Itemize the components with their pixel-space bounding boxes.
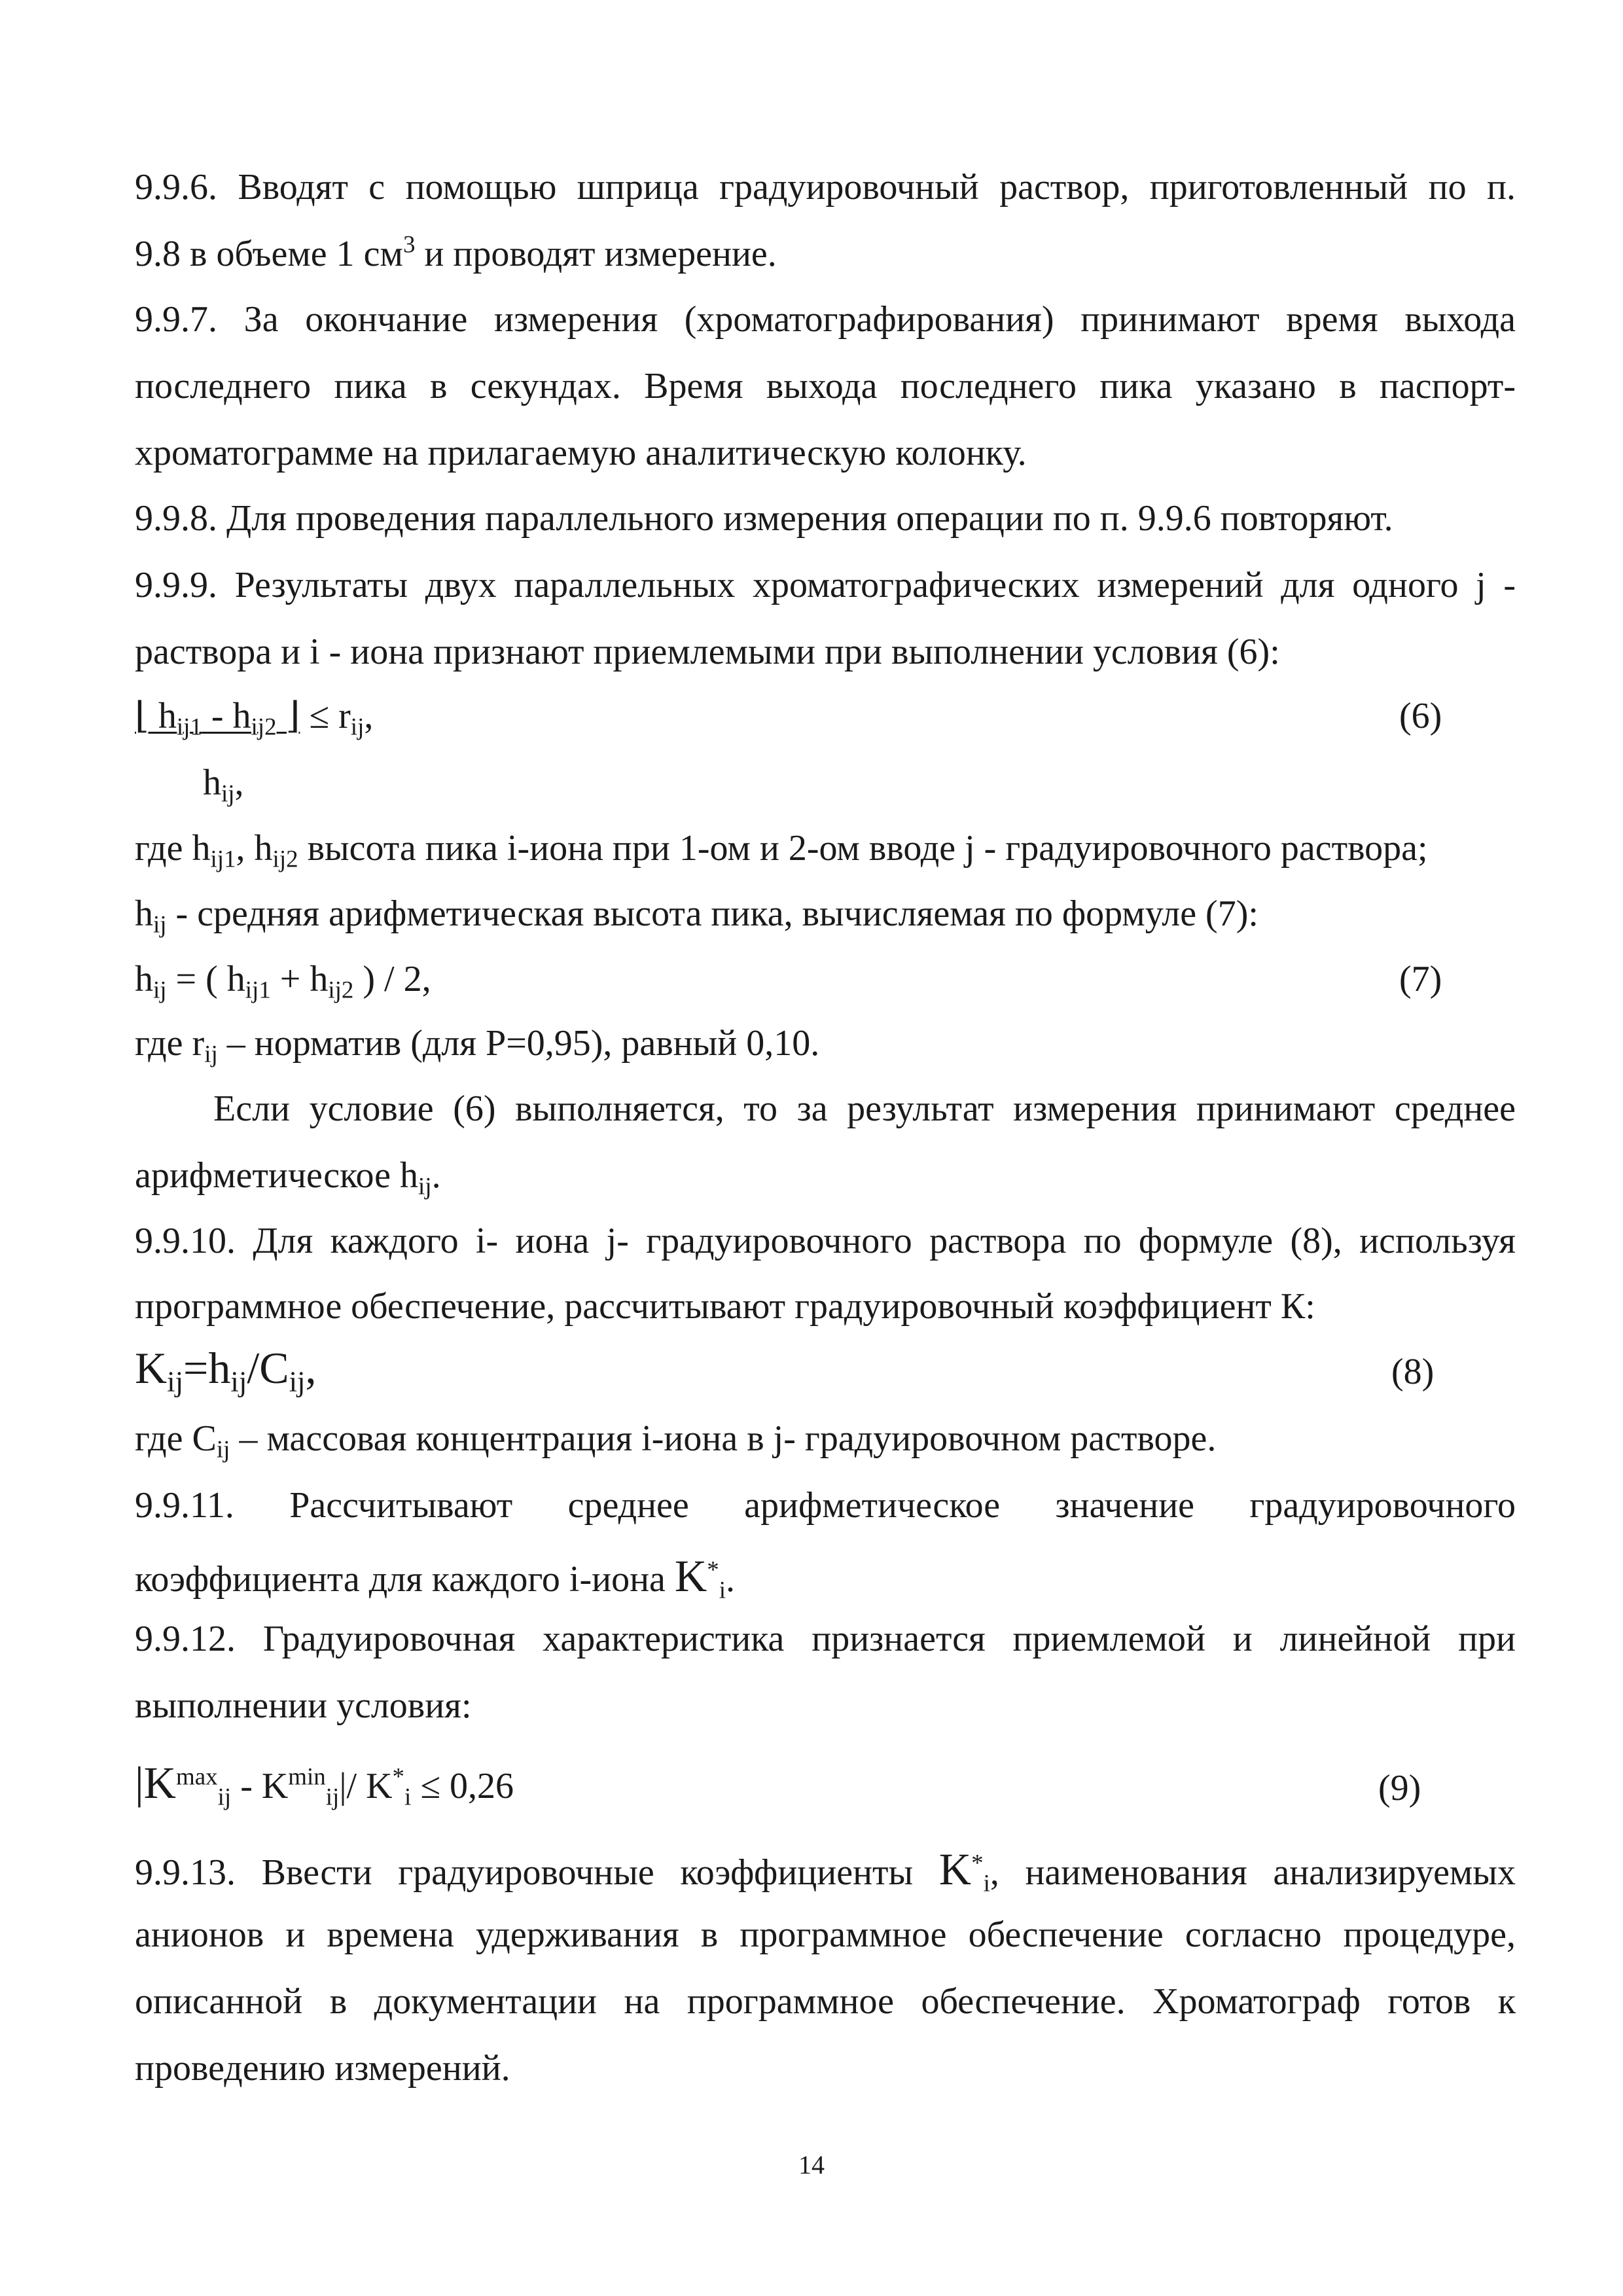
formula-7: $h_{ij}$ = ( $h_{ij1} + h_{ij2}$ ) / 2, xyxy=(135,959,431,1003)
paragraph-9-9-7-line-3: хроматограмме на прилагаемую аналитическую колонку. xyxy=(135,433,1027,473)
formula-8: $K_{ij}=h_{ij}/C_{ij}$, xyxy=(135,1343,317,1398)
paragraph-9-9-10-line-1: 9.9.10. Для каждого i- иона j- градуировочного раствора по формуле (8), используя xyxy=(135,1221,1516,1261)
where-hij1-hij2: где $h_{ij1}$, $h_{ij2}$ высота пика i-иона при 1-ом и 2-ом вводе j - градуировочного раствора; xyxy=(135,828,1428,872)
equation-number-9: (9) xyxy=(1378,1768,1421,1808)
equation-number-7: (7) xyxy=(1399,959,1442,999)
formula-6-denominator: $h_{ij}$, xyxy=(203,762,244,807)
equation-number-8: (8) xyxy=(1391,1352,1435,1392)
paragraph-9-9-12-line-2: выполнении условия: xyxy=(135,1685,472,1726)
condition-line-2: арифметическое $h_{ij}$. xyxy=(135,1155,441,1200)
paragraph-9-9-8: 9.9.8. Для проведения параллельного измерения операции по п. 9.9.6 повторяют. xyxy=(135,498,1393,539)
condition-line-1: Если условие (6) выполняется, то за результат измерения принимают среднее xyxy=(213,1088,1516,1129)
paragraph-9-9-10-line-2: программное обеспечение, рассчитывают градуировочный коэффициент К: xyxy=(135,1286,1315,1327)
paragraph-9-9-7-line-2: последнего пика в секундах. Время выхода последнего пика указано в паспорт- xyxy=(135,366,1516,406)
paragraph-9-9-6-line-2: 9.8 в объеме 1 $см^3$ и проводят измерение. xyxy=(135,230,777,274)
formula-9: $|K^{max}_{ij} - K^{min}_{ij}|/$ $K^*_i \le 0,26$ xyxy=(135,1758,514,1810)
paragraph-9-9-6-line-1: 9.9.6. Вводят с помощью шприца градуировочный раствор, приготовленный по п. xyxy=(135,167,1516,207)
hij-definition: $h_{ij}$ - средняя арифметическая высота пика, вычисляемая по формуле (7): xyxy=(135,893,1258,938)
paragraph-9-9-12-line-1: 9.9.12. Градуировочная характеристика признается приемлемой и линейной при xyxy=(135,1619,1516,1659)
paragraph-9-9-11-line-1: 9.9.11. Рассчитывают среднее арифметическое значение градуировочного xyxy=(135,1485,1516,1526)
page-number: 14 xyxy=(798,2150,825,2179)
equation-number-6: (6) xyxy=(1399,696,1442,736)
paragraph-9-9-13-line-3: описанной в документации на программное обеспечение. Хроматограф готов к xyxy=(135,1981,1516,2022)
paragraph-9-9-11-line-2: коэффициента для каждого i-иона $K^*_i$. xyxy=(135,1551,736,1604)
paragraph-9-9-13-line-1: 9.9.13. Ввести градуировочные коэффициенты $K^*_i$, наименования анализируемых xyxy=(135,1844,1516,1897)
paragraph-9-9-13-line-2: анионов и времена удерживания в программное обеспечение согласно процедуре, xyxy=(135,1914,1516,1955)
where-cij: где $C_{ij}$ – массовая концентрация i-иона в j- градуировочном растворе. xyxy=(135,1418,1217,1463)
paragraph-9-9-7-line-1: 9.9.7. За окончание измерения (хроматографирования) принимают время выхода xyxy=(135,299,1516,340)
where-rij: где $r_{ij}$ – норматив (для Р=0,95), равный 0,10. xyxy=(135,1023,820,1067)
formula-6-numerator: ⌊ $h_{ij1} - h_{ij2}$ ⌋ ≤ $r_{ij}$, xyxy=(135,696,374,740)
paragraph-9-9-13-line-4: проведению измерений. xyxy=(135,2048,510,2089)
paragraph-9-9-9-line-2: раствора и i - иона признают приемлемыми при выполнении условия (6): xyxy=(135,632,1280,672)
paragraph-9-9-9-line-1: 9.9.9. Результаты двух параллельных хроматографических измерений для одного j - xyxy=(135,565,1516,605)
